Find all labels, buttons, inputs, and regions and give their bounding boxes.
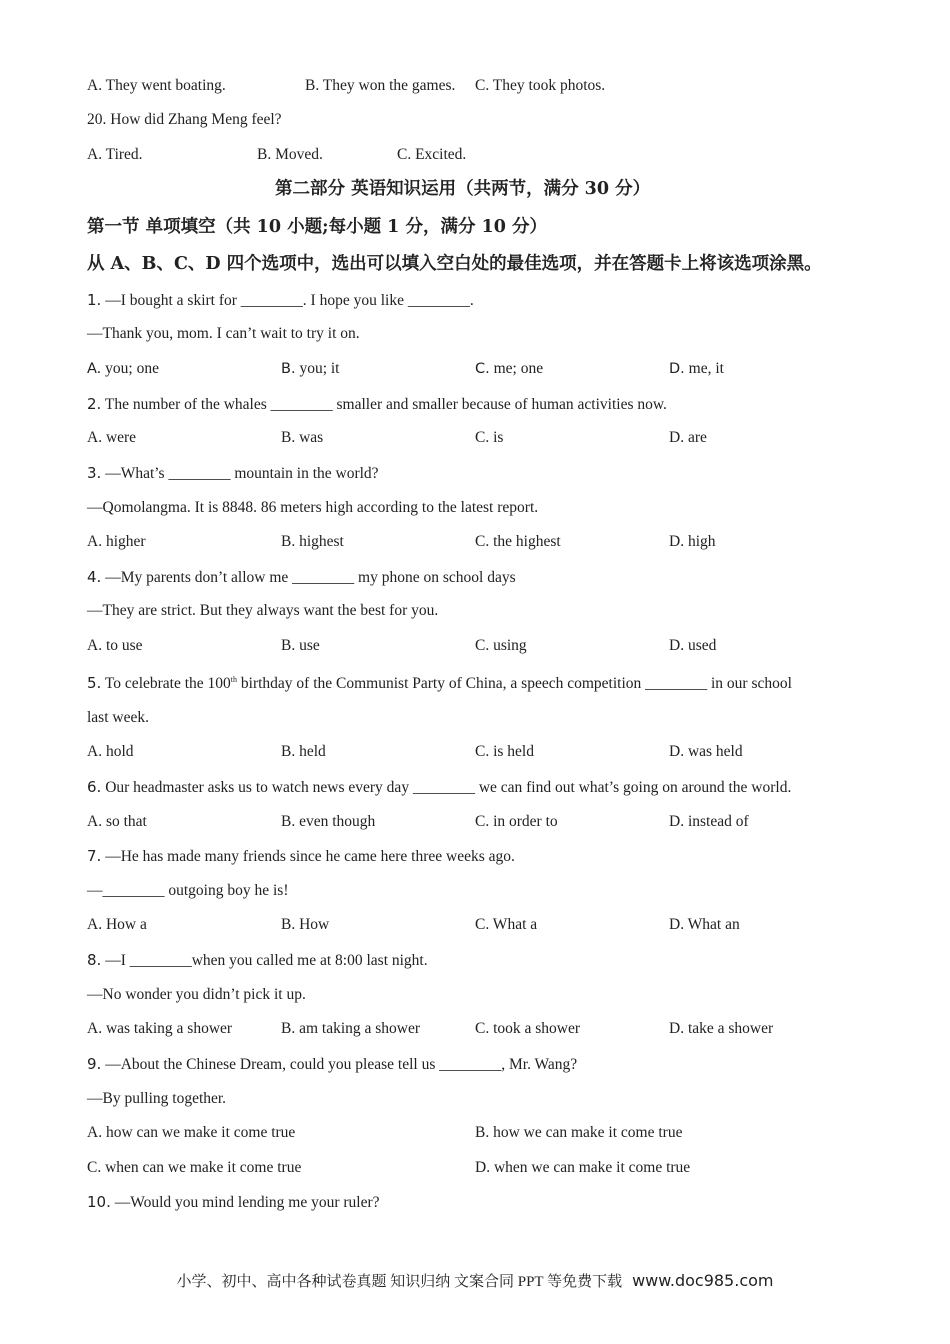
q8-number: 8. bbox=[87, 951, 102, 969]
q2-option-d: D. are bbox=[669, 429, 707, 446]
q1-line1 bbox=[87, 290, 474, 311]
q9-option-b: B. how we can make it come true bbox=[475, 1124, 683, 1141]
q3-line1 bbox=[87, 463, 379, 484]
q7-text: —He has made many friends since he came here three weeks ago. bbox=[105, 848, 515, 865]
q7-number: 7. bbox=[87, 847, 102, 865]
q4-option-c: C. using bbox=[475, 637, 527, 654]
q1-line2: —Thank you, mom. I can’t wait to try it on. bbox=[87, 325, 360, 342]
q4-text: —My parents don’t allow me ________ my phone on school days bbox=[105, 569, 516, 586]
q1-option-c: C. me; one bbox=[475, 360, 544, 377]
q1-option-a: A. you; one bbox=[87, 360, 159, 377]
q5-line1: 5. To celebrate the 100th birthday of the Communist Party of China, a speech competition ________ in our school bbox=[87, 674, 792, 693]
q5-number: 5. bbox=[87, 674, 102, 693]
section-subtitle: 第一节 单项填空（共 10 小题;每小题 1 分，满分 10 分） bbox=[87, 217, 547, 237]
q6-option-c: C. in order to bbox=[475, 813, 558, 830]
q20-option-b: B. Moved. bbox=[257, 146, 323, 163]
q8-line2: —No wonder you didn’t pick it up. bbox=[87, 986, 306, 1003]
q7-option-d: D. What an bbox=[669, 916, 740, 933]
q3-option-a: A. higher bbox=[87, 533, 146, 550]
q7-option-b: B. How bbox=[281, 916, 330, 933]
q3-option-c: C. the highest bbox=[475, 533, 561, 550]
q5-option-b: B. held bbox=[281, 743, 326, 760]
footer-text: 小学、初中、高中各种试卷真题 知识归纳 文案合同 PPT 等免费下载 bbox=[176, 1274, 623, 1290]
q3-text: —What’s ________ mountain in the world? bbox=[105, 465, 379, 482]
q2-number: 2. bbox=[87, 395, 102, 413]
q6-number: 6. bbox=[87, 778, 102, 796]
page-footer bbox=[0, 1270, 950, 1291]
q4-option-b: B. use bbox=[281, 637, 320, 654]
q9-line2: —By pulling together. bbox=[87, 1090, 227, 1107]
q7-option-c: C. What a bbox=[475, 916, 538, 933]
q9-option-d: D. when we can make it come true bbox=[475, 1159, 691, 1176]
q6-option-a: A. so that bbox=[87, 813, 147, 830]
q20-stem: 20. How did Zhang Meng feel? bbox=[87, 111, 282, 128]
q6-line1 bbox=[87, 777, 791, 798]
q2-line1 bbox=[87, 394, 667, 415]
q19-option-c: C. They took photos. bbox=[475, 77, 606, 94]
q9-option-c: C. when can we make it come true bbox=[87, 1159, 302, 1176]
q4-option-a: A. to use bbox=[87, 637, 143, 654]
q3-option-d: D. high bbox=[669, 533, 716, 550]
q20-option-c: C. Excited. bbox=[397, 146, 467, 163]
q5-line2: last week. bbox=[87, 709, 149, 726]
section-instruction: 从 A、B、C、D 四个选项中，选出可以填入空白处的最佳选项，并在答题卡上将该选项涂黑。 bbox=[87, 254, 822, 274]
q9-option-a: A. how can we make it come true bbox=[87, 1124, 296, 1141]
q2-text: The number of the whales ________ smaller and smaller because of human activities now. bbox=[104, 396, 667, 413]
q6-option-d: D. instead of bbox=[669, 813, 749, 830]
q7-line1 bbox=[87, 846, 515, 867]
q7-option-a: A. How a bbox=[87, 916, 147, 933]
q20-option-a: A. Tired. bbox=[87, 146, 143, 163]
q2-option-c: C. is bbox=[475, 429, 504, 446]
q8-text: —I ________when you called me at 8:00 last night. bbox=[105, 952, 428, 969]
part-title: 第二部分 英语知识运用（共两节，满分 30 分） bbox=[275, 179, 651, 199]
q9-line1 bbox=[87, 1054, 577, 1075]
q5-option-d: D. was held bbox=[669, 743, 743, 760]
q3-option-b: B. highest bbox=[281, 533, 344, 550]
q5-option-a: A. hold bbox=[87, 743, 134, 760]
q6-text: Our headmaster asks us to watch news every day ________ we can find out what’s going on around the world. bbox=[105, 779, 792, 796]
q4-option-d: D. used bbox=[669, 637, 717, 654]
footer-site-link[interactable]: www.doc985.com bbox=[632, 1271, 774, 1290]
q8-option-c: C. took a shower bbox=[475, 1020, 581, 1037]
q10-line1 bbox=[87, 1192, 380, 1213]
q7-line2: —________ outgoing boy he is! bbox=[87, 882, 289, 899]
q4-number: 4. bbox=[87, 568, 102, 586]
q1-text: —I bought a skirt for ________. I hope you like ________. bbox=[105, 292, 474, 309]
q4-line1 bbox=[87, 567, 516, 588]
q9-number: 9. bbox=[87, 1055, 102, 1073]
q1-number: 1. bbox=[87, 291, 102, 309]
q1-option-b: B. you; it bbox=[281, 360, 340, 377]
q10-number: 10. bbox=[87, 1193, 111, 1211]
q8-option-b: B. am taking a shower bbox=[281, 1020, 421, 1037]
q6-option-b: B. even though bbox=[281, 813, 376, 830]
q8-option-a: A. was taking a shower bbox=[87, 1020, 233, 1037]
q9-text: —About the Chinese Dream, could you please tell us ________, Mr. Wang? bbox=[105, 1056, 578, 1073]
q8-option-d: D. take a shower bbox=[669, 1020, 774, 1037]
q2-option-b: B. was bbox=[281, 429, 324, 446]
q19-option-a: A. They went boating. bbox=[87, 77, 226, 94]
q8-line1 bbox=[87, 950, 428, 971]
q19-option-b: B. They won the games. bbox=[305, 77, 456, 94]
q5-option-c: C. is held bbox=[475, 743, 534, 760]
q3-number: 3. bbox=[87, 464, 102, 482]
q2-option-a: A. were bbox=[87, 429, 137, 446]
q3-line2: —Qomolangma. It is 8848. 86 meters high according to the latest report. bbox=[87, 499, 539, 516]
q10-text: —Would you mind lending me your ruler? bbox=[114, 1194, 380, 1211]
q4-line2: —They are strict. But they always want the best for you. bbox=[87, 602, 439, 619]
q1-option-d: D. me, it bbox=[669, 360, 724, 377]
